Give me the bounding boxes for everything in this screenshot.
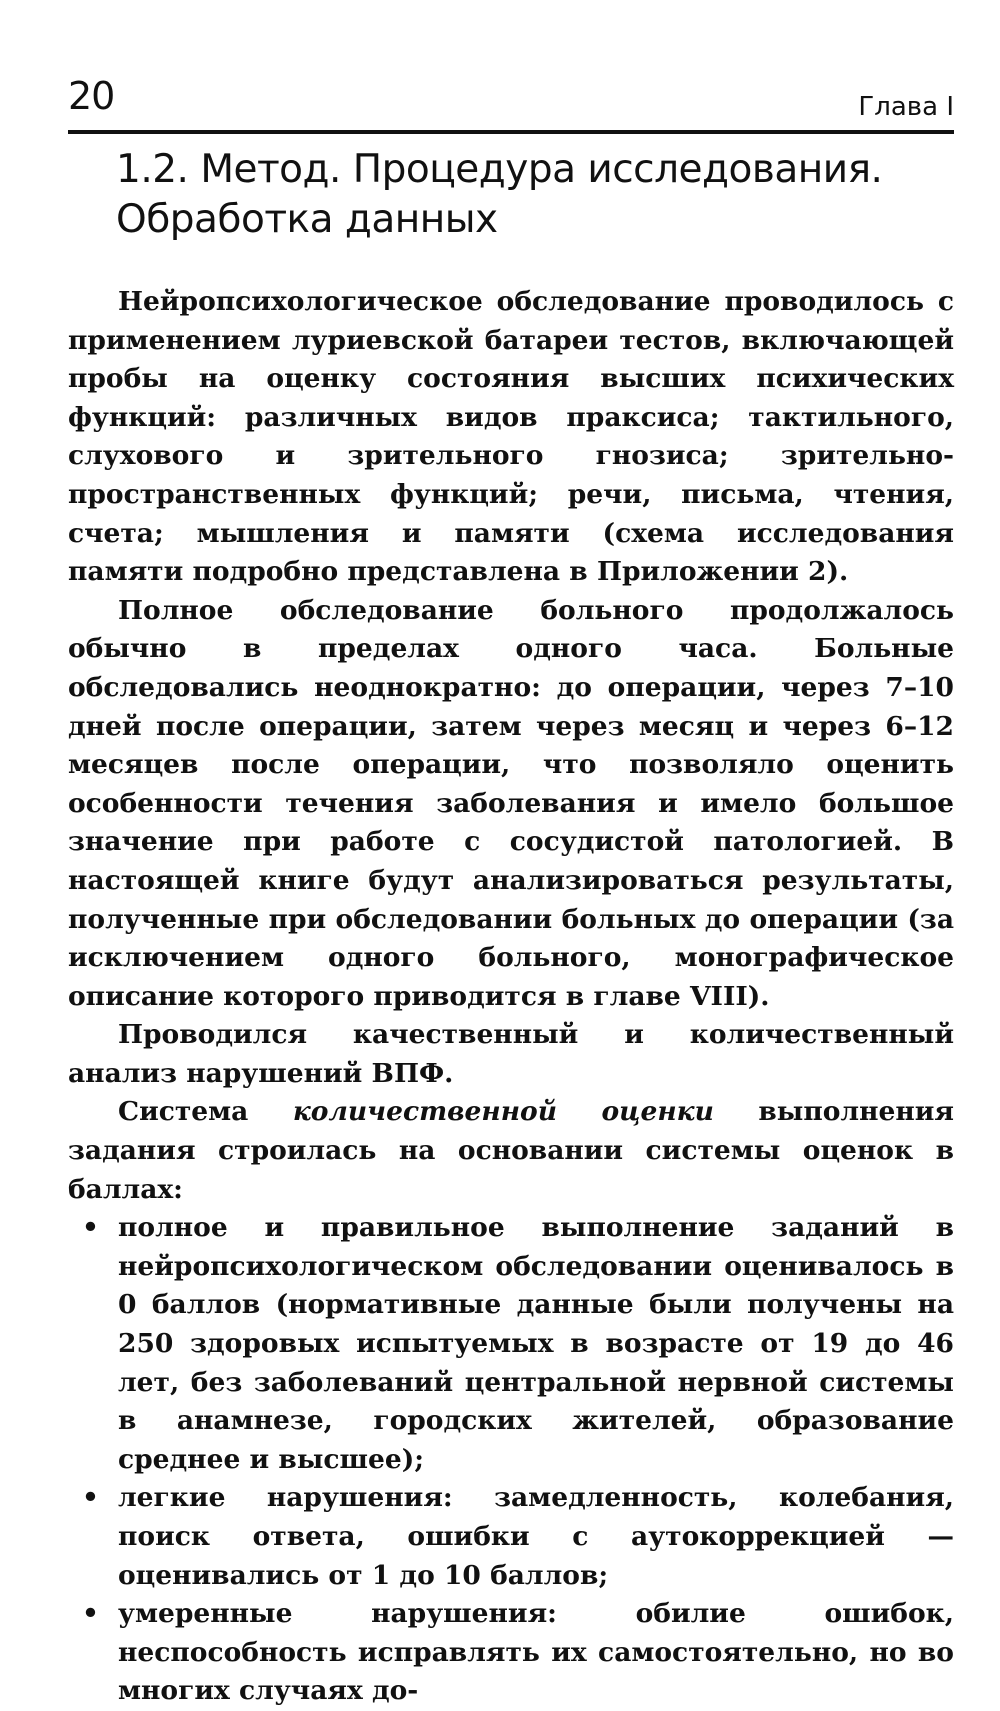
list-item — [68, 1479, 954, 1595]
page-header — [68, 70, 954, 134]
section-title-line-2: Обработка данных — [116, 197, 498, 242]
list-item — [68, 1209, 954, 1479]
paragraph-analysis: Проводился качественный и количественный анализ нарушений ВПФ. — [68, 1019, 954, 1089]
section-title-line-1: 1.2. Метод. Процедура исследования. — [116, 147, 883, 192]
bullet-marker: • — [82, 1482, 99, 1514]
paragraph-methods: Нейропсихологическое обследование проводилось с применением луриевской батареи тестов, включающей пробы на оценку состояния высших психических функций: различных видов праксиса; тактильного, слухового и зрительного гнозиса; зрительно-пространственных функций; речи, письма, чтения, счета; мышления и памяти (схема исследования памяти подробно представлена в Приложении 2). — [68, 286, 954, 588]
list-item-text: легкие нарушения: замедленность, колебания, поиск ответа, ошибки с аутокоррекцией — оценивались от 1 до 10 баллов; — [118, 1482, 954, 1591]
chapter-label: Глава I — [858, 92, 954, 122]
body-text — [68, 283, 954, 1711]
list-item-text: полное и правильное выполнение заданий в нейропсихологическом обследовании оценивалось в 0 баллов (нормативные данные были получены на 250 здоровых испытуемых в возрасте от 19 до 46 лет, без заболеваний центральной нервной системы в анамнезе, городских жителей, образование среднее и высшее); — [118, 1212, 954, 1475]
scoring-text-end: выполнения задания строилась на основании системы оценок в баллах: — [68, 1096, 954, 1205]
list-item-text: умеренные нарушения: обилие ошибок, неспособность исправлять их самостоятельно, но во многих случаях до- — [118, 1598, 954, 1707]
list-item — [68, 1595, 954, 1711]
paragraph-scoring — [68, 1093, 954, 1209]
scoring-text-start: Система — [118, 1096, 293, 1128]
scoring-list — [68, 1209, 954, 1711]
bullet-marker: • — [82, 1598, 99, 1630]
scoring-emphasis: количественной оценки — [292, 1096, 714, 1128]
paragraph-procedure: Полное обследование больного продолжалось обычно в пределах одного часа. Больные обследовались неоднократно: до операции, через 7–10 дней после операции, затем через месяц и через 6–12 месяцев после операции, что позволяло оценить особенности течения заболевания и имело большое значение при работе с сосудистой патологией. В настоящей книге будут анализироваться результаты, полученные при обследовании больных до операции (за исключением одного больного, монографическое описание которого приводится в главе VIII). — [68, 594, 954, 1012]
page-number: 20 — [68, 74, 115, 118]
section-title — [116, 145, 976, 245]
bullet-marker: • — [82, 1212, 99, 1244]
